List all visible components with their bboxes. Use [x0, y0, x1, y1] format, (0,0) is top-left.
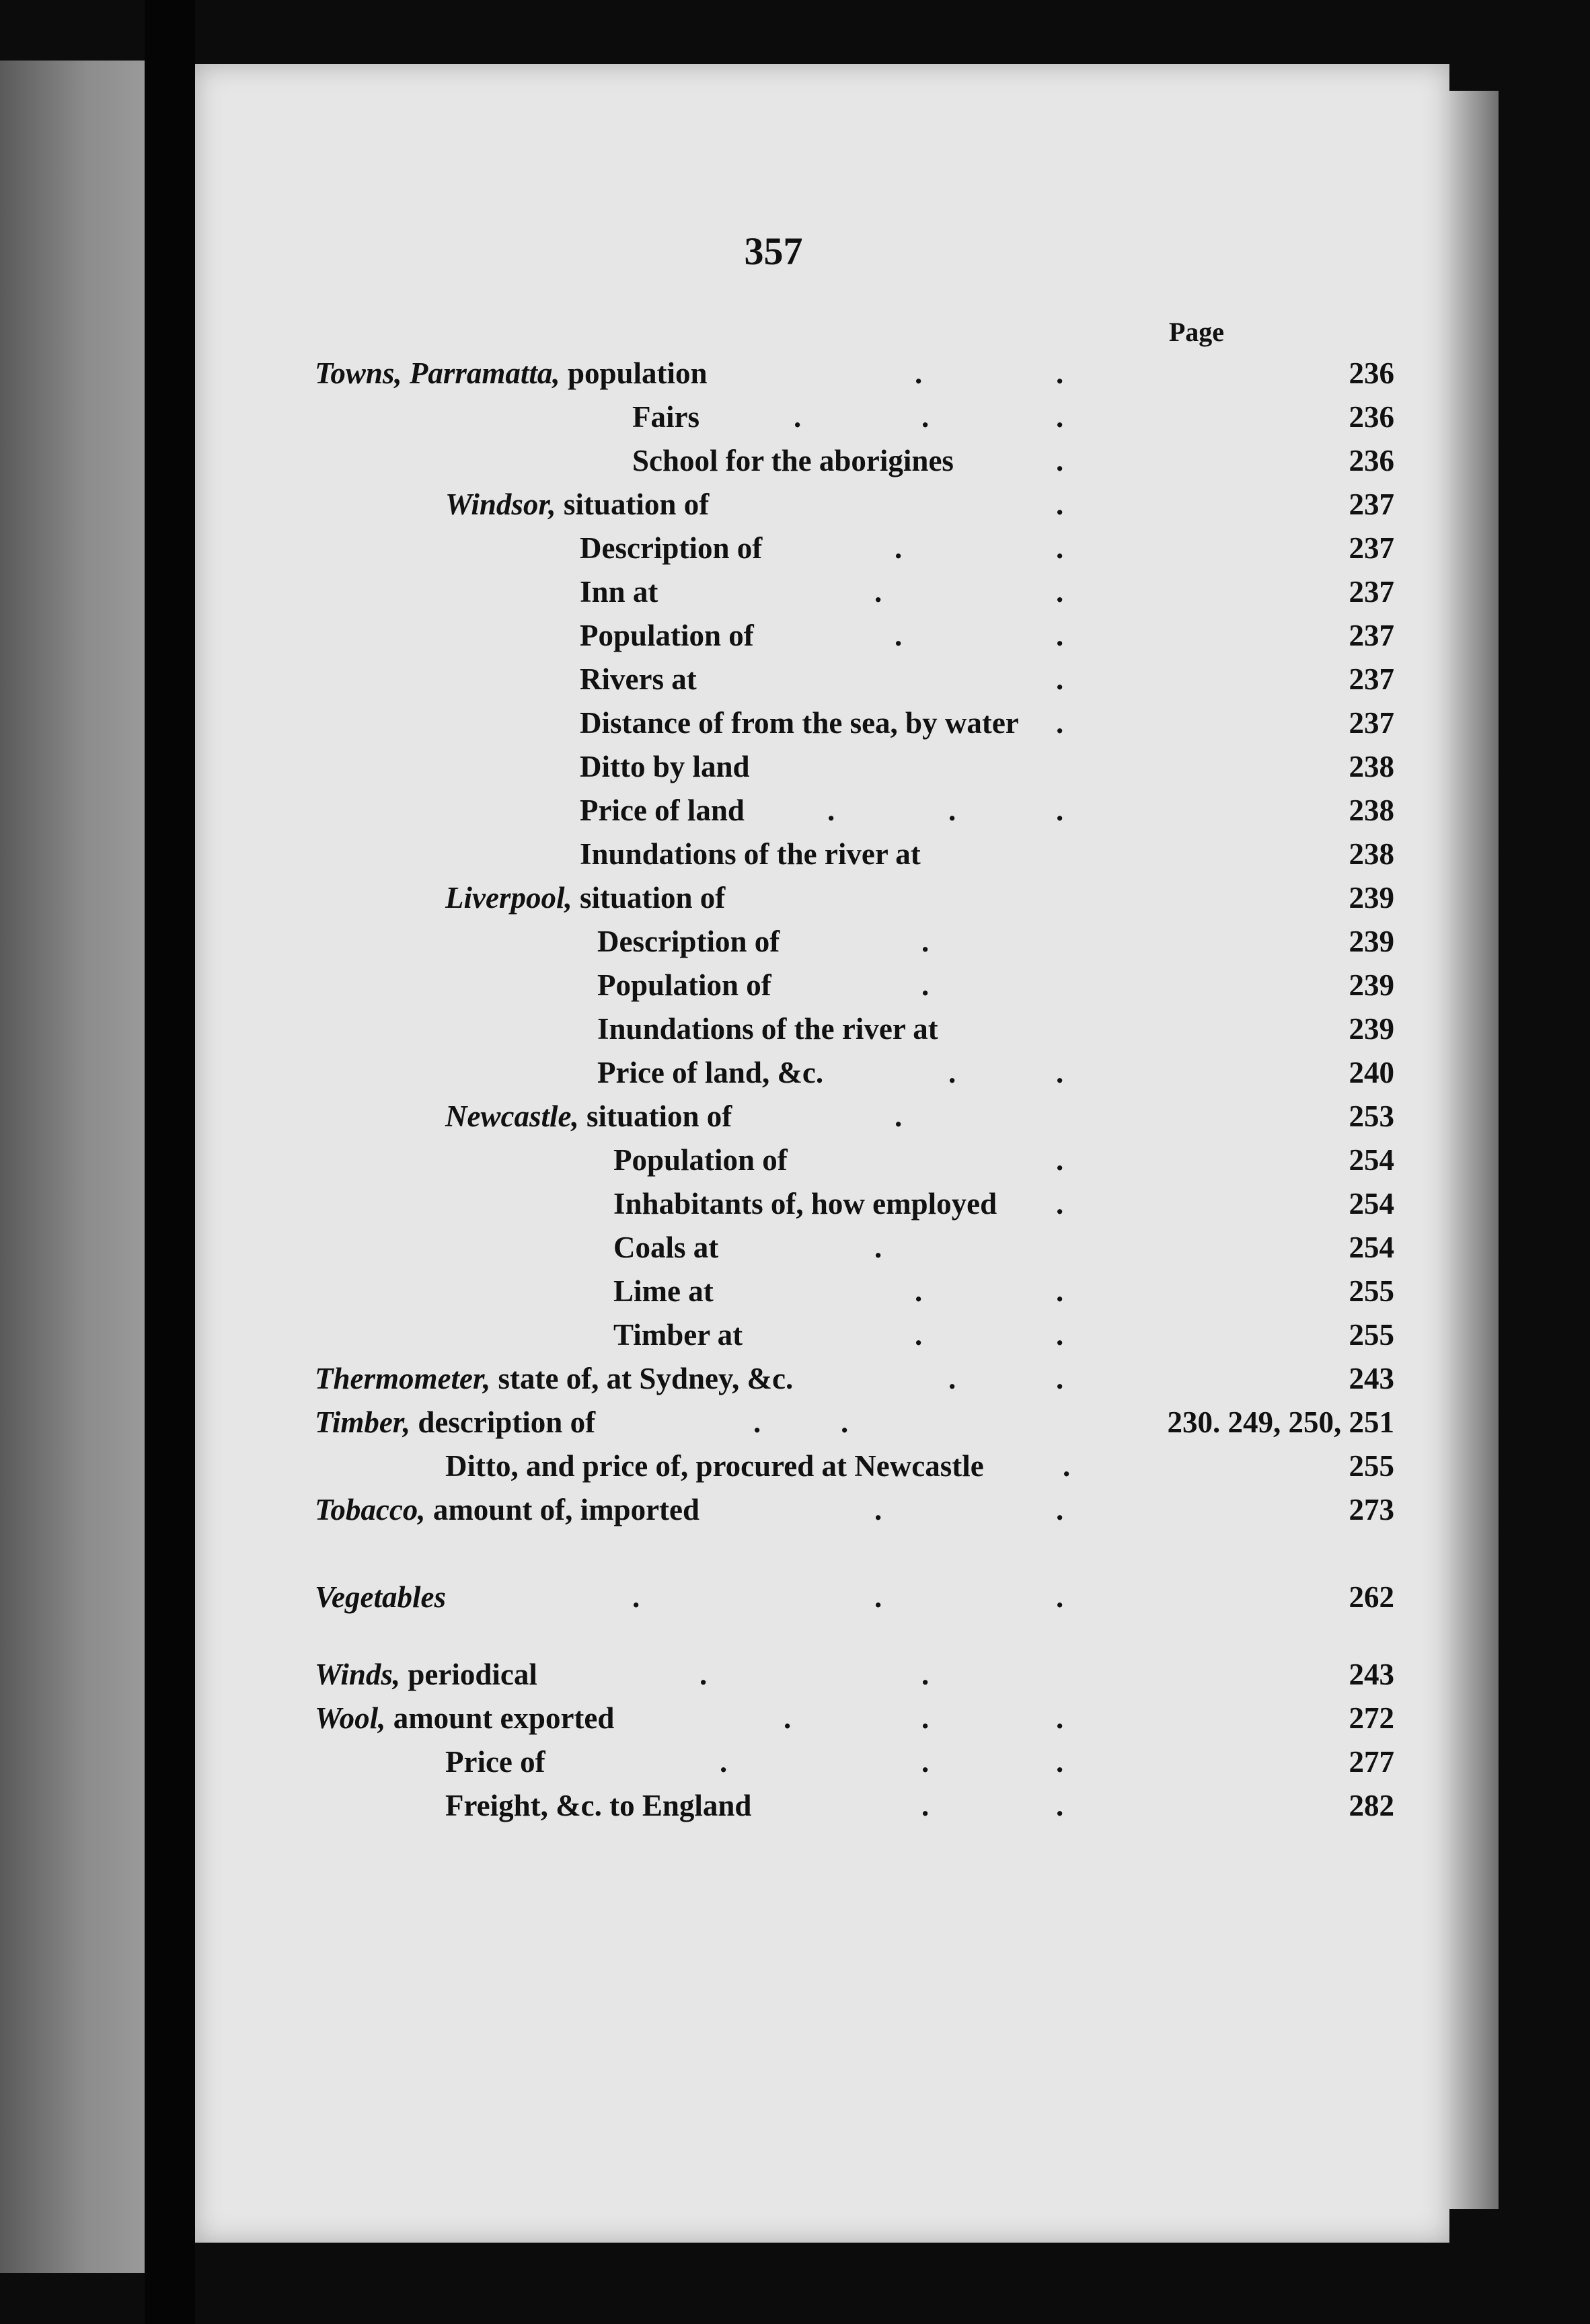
- index-heading: Thermometer,: [315, 1362, 491, 1395]
- index-row: [195, 658, 1449, 701]
- index-row: [195, 1784, 1449, 1827]
- leader-dot: .: [1056, 1318, 1064, 1352]
- leader-dot: .: [895, 619, 903, 652]
- index-term: [315, 1653, 537, 1696]
- index-row: [195, 789, 1449, 832]
- index-row: [195, 1401, 1449, 1444]
- index-row: [195, 832, 1449, 876]
- leader-dot: .: [948, 1056, 956, 1089]
- leader-dot: .: [895, 531, 903, 565]
- leader-dot: .: [915, 356, 923, 390]
- index-row: [195, 1182, 1449, 1225]
- index-row: [195, 1697, 1449, 1740]
- index-subentry: Timber at: [613, 1318, 743, 1352]
- page-ref: 236: [1349, 356, 1394, 390]
- leader-dot: .: [1056, 1580, 1064, 1614]
- leader-dot: .: [1056, 400, 1064, 434]
- index-subentry: situation of: [556, 488, 710, 521]
- book-gutter: [145, 0, 195, 2324]
- index-subentry: Price of land: [580, 793, 745, 827]
- index-heading: Wool,: [315, 1701, 386, 1735]
- index-subentry: Population of: [613, 1143, 788, 1177]
- index-row: [195, 745, 1449, 788]
- leader-dot: .: [827, 793, 835, 827]
- index-heading: Liverpool,: [445, 881, 572, 915]
- index-subentry: Distance of from the sea, by water: [580, 706, 1019, 740]
- leader-dot: .: [632, 1580, 640, 1614]
- leader-dot: .: [874, 1493, 882, 1526]
- index-term: [315, 1697, 614, 1740]
- index-subentry: Population of: [580, 619, 754, 652]
- page-ref: 243: [1349, 1362, 1394, 1395]
- index-subentry: amount exported: [385, 1701, 615, 1735]
- index-row: [195, 964, 1449, 1007]
- leader-dot: .: [1056, 1056, 1064, 1089]
- index-subentry: Ditto, and price of, procured at Newcastle: [445, 1449, 984, 1483]
- index-subentry: situation of: [578, 1099, 732, 1133]
- page-ref: 239: [1349, 925, 1394, 958]
- index-heading: Vegetables: [315, 1580, 446, 1614]
- index-subentry: Inn at: [580, 575, 658, 609]
- index-row: [195, 1007, 1449, 1050]
- index-heading: Winds,: [315, 1658, 401, 1691]
- page-ref: 238: [1349, 750, 1394, 783]
- index-row: [195, 527, 1449, 570]
- leader-dot: .: [921, 925, 930, 958]
- leader-dot: .: [895, 1099, 903, 1133]
- page-ref: 237: [1349, 488, 1394, 521]
- index-term: [315, 1488, 699, 1531]
- index-term: [315, 1576, 446, 1619]
- leader-dot: .: [1056, 793, 1064, 827]
- page-ref: 255: [1349, 1274, 1394, 1308]
- page-ref: 237: [1349, 662, 1394, 696]
- index-row: [195, 1270, 1449, 1313]
- leader-dot: .: [1056, 1789, 1064, 1822]
- index-subentry: Price of land, &c.: [597, 1056, 824, 1089]
- leader-dot: .: [1056, 1187, 1064, 1221]
- page-ref: 236: [1349, 400, 1394, 434]
- index-row: [195, 1138, 1449, 1182]
- index-subentry: state of, at Sydney, &c.: [490, 1362, 794, 1395]
- page-ref: 239: [1349, 881, 1394, 915]
- index-row: [195, 352, 1449, 395]
- page-ref: 243: [1349, 1658, 1394, 1691]
- index-row: [195, 1576, 1449, 1619]
- leader-dot: .: [753, 1405, 761, 1439]
- page-ref: 237: [1349, 619, 1394, 652]
- index-subentry: Inundations of the river at: [597, 1012, 938, 1046]
- page-ref: 253: [1349, 1099, 1394, 1133]
- index-subentry: Description of: [597, 925, 780, 958]
- index-subentry: Population of: [597, 968, 771, 1002]
- index-term: [445, 876, 725, 919]
- index-subentry: Inhabitants of, how employed: [613, 1187, 997, 1221]
- page-ref: 254: [1349, 1231, 1394, 1264]
- page-ref: 240: [1349, 1056, 1394, 1089]
- index-heading: Tobacco,: [315, 1493, 426, 1526]
- leader-dot: .: [915, 1274, 923, 1308]
- page-ref: 238: [1349, 793, 1394, 827]
- index-subentry: Rivers at: [580, 662, 697, 696]
- leader-dot: .: [948, 1362, 956, 1395]
- index-heading: Newcastle,: [445, 1099, 579, 1133]
- index-row: [195, 1740, 1449, 1783]
- leader-dot: .: [1056, 1493, 1064, 1526]
- index-subentry: Fairs: [632, 400, 699, 434]
- index-row: [195, 1488, 1449, 1531]
- page-ref: 262: [1349, 1580, 1394, 1614]
- leader-dot: .: [1056, 356, 1064, 390]
- leader-dot: .: [921, 1658, 930, 1691]
- index-row: [195, 1095, 1449, 1138]
- facing-page-edge: [0, 61, 145, 2273]
- page-ref: 238: [1349, 837, 1394, 871]
- page-column-header: Page: [1168, 317, 1224, 347]
- page-ref: 254: [1349, 1143, 1394, 1177]
- leader-dot: .: [874, 1231, 882, 1264]
- page-ref: 237: [1349, 531, 1394, 565]
- index-subentry: periodical: [400, 1658, 537, 1691]
- leader-dot: .: [1056, 488, 1064, 521]
- index-subentry: population: [560, 356, 708, 390]
- leader-dot: .: [921, 400, 930, 434]
- index-heading: Windsor,: [445, 488, 556, 521]
- leader-dot: .: [948, 793, 956, 827]
- page-number: 357: [744, 229, 803, 273]
- page-ref: 230. 249, 250, 251: [1167, 1405, 1394, 1439]
- index-row: [195, 1226, 1449, 1269]
- index-row: [195, 614, 1449, 657]
- page-ref: 237: [1349, 575, 1394, 609]
- index-heading: Timber,: [315, 1405, 411, 1439]
- page-ref: 236: [1349, 444, 1394, 477]
- index-row: [195, 1444, 1449, 1487]
- index-row: [195, 876, 1449, 919]
- index-term: [315, 1357, 793, 1400]
- index-subentry: Freight, &c. to England: [445, 1789, 752, 1822]
- page-ref: 282: [1349, 1789, 1394, 1822]
- index-row: [195, 570, 1449, 613]
- index-term: [315, 1401, 595, 1444]
- leader-dot: .: [720, 1745, 728, 1779]
- page-stack-edge: [1445, 91, 1499, 2209]
- index-heading: Towns, Parramatta,: [315, 356, 560, 390]
- index-row: [195, 1051, 1449, 1094]
- index-row: [195, 395, 1449, 438]
- leader-dot: .: [921, 1789, 930, 1822]
- leader-dot: .: [874, 1580, 882, 1614]
- leader-dot: .: [921, 968, 930, 1002]
- index-row: [195, 1357, 1449, 1400]
- index-subentry: Ditto by land: [580, 750, 750, 783]
- index-term: [445, 1095, 732, 1138]
- leader-dot: .: [1056, 1143, 1064, 1177]
- page-ref: 239: [1349, 968, 1394, 1002]
- index-subentry: School for the aborigines: [632, 444, 954, 477]
- leader-dot: .: [1056, 619, 1064, 652]
- index-row: [195, 483, 1449, 526]
- leader-dot: .: [1056, 706, 1064, 740]
- leader-dot: .: [794, 400, 802, 434]
- page-ref: 237: [1349, 706, 1394, 740]
- leader-dot: .: [1063, 1449, 1071, 1483]
- leader-dot: .: [921, 1745, 930, 1779]
- index-subentry: amount of, imported: [425, 1493, 700, 1526]
- index-subentry: Price of: [445, 1745, 545, 1779]
- leader-dot: .: [915, 1318, 923, 1352]
- index-row: [195, 439, 1449, 482]
- leader-dot: .: [841, 1405, 849, 1439]
- page-ref: 273: [1349, 1493, 1394, 1526]
- page-ref: 255: [1349, 1449, 1394, 1483]
- page-ref: 277: [1349, 1745, 1394, 1779]
- leader-dot: .: [784, 1701, 792, 1735]
- page-ref: 255: [1349, 1318, 1394, 1352]
- index-term: [315, 352, 708, 395]
- index-subentry: situation of: [572, 881, 726, 915]
- leader-dot: .: [1056, 444, 1064, 477]
- index-subentry: Description of: [580, 531, 763, 565]
- index-term: [445, 483, 709, 526]
- leader-dot: .: [874, 575, 882, 609]
- page-ref: 254: [1349, 1187, 1394, 1221]
- index-row: [195, 920, 1449, 963]
- index-row: [195, 1653, 1449, 1696]
- leader-dot: .: [1056, 575, 1064, 609]
- leader-dot: .: [1056, 1745, 1064, 1779]
- index-subentry: Lime at: [613, 1274, 714, 1308]
- index-entries: [195, 0, 1449, 2324]
- page-ref: 272: [1349, 1701, 1394, 1735]
- index-row: [195, 1313, 1449, 1356]
- leader-dot: .: [1056, 1274, 1064, 1308]
- leader-dot: .: [1056, 1362, 1064, 1395]
- leader-dot: .: [699, 1658, 708, 1691]
- index-subentry: description of: [410, 1405, 596, 1439]
- leader-dot: .: [1056, 662, 1064, 696]
- index-row: [195, 701, 1449, 744]
- leader-dot: .: [1056, 531, 1064, 565]
- leader-dot: .: [1056, 1701, 1064, 1735]
- page-ref: 239: [1349, 1012, 1394, 1046]
- index-subentry: Coals at: [613, 1231, 719, 1264]
- index-subentry: Inundations of the river at: [580, 837, 921, 871]
- leader-dot: .: [921, 1701, 930, 1735]
